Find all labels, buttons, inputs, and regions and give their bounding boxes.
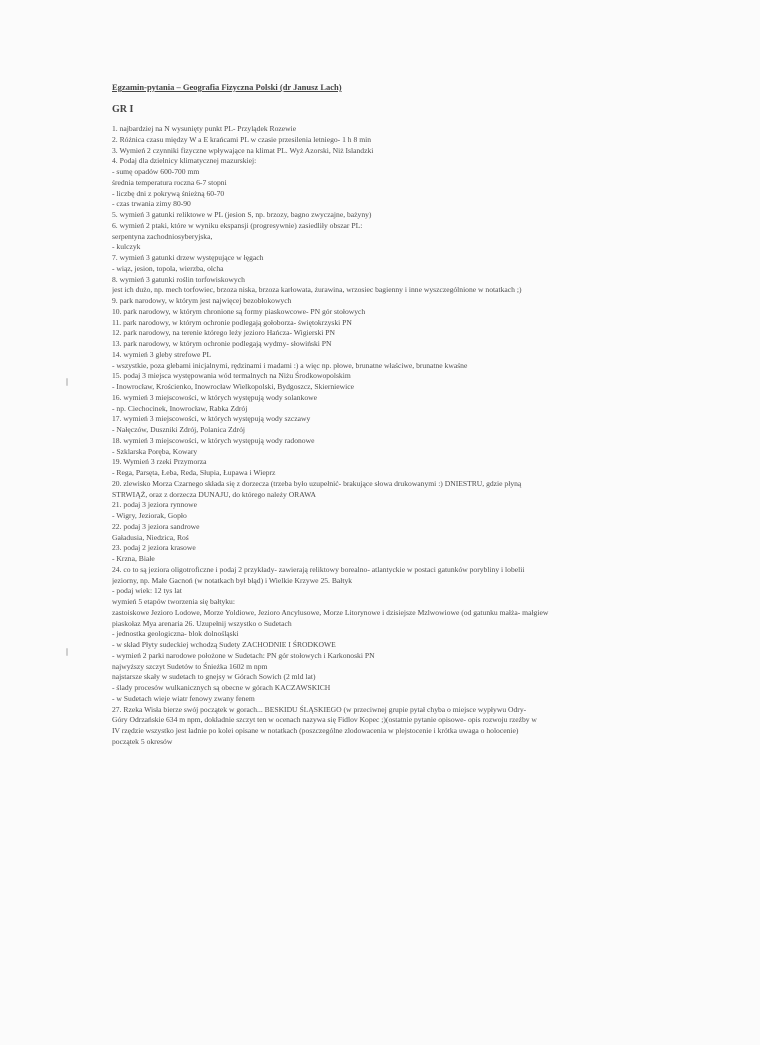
document-line: serpentyna zachodniosyberyjska, [112,231,213,241]
document-line: 22. podaj 3 jeziora sandrowe [112,521,200,531]
document-line: - ślady procesów wulkanicznych są obecne w górach KACZAWSKICH [112,683,331,692]
document-line: - w skład Płyty sudeckiej wchodzą Sudety ZACHODNIE I ŚRODKOWE [112,640,336,649]
document-line: 16. wymień 3 miejscowości, w których występują wody solankowe [112,392,317,402]
document-line: 13. park narodowy, w którym ochronie podlegają wydmy- słowiński PN [112,339,332,348]
document-line: STRWIĄŻ, oraz z dorzecza DUNAJU, do którego należy ORAWA [112,489,316,499]
document-line: 21. podaj 3 jeziora rynnowe [112,500,197,510]
document-line: 24. co to są jeziora oligotroficzne i podaj 2 przykłady- zawierają reliktowy borealno- atlantyckie w postaci gatunków porybliny i lobelii [112,564,525,574]
document-body [112,82,672,748]
document-line: Góry Odrzańskie 634 m npm, dokładnie szczyt ten w ocenach nazywa się Fidlov Kopec ;)(ostatnie pytanie opisowe- opis rozwoju rzeźby w [112,715,537,725]
document-line: - Wigry, Jeziorak, Gopło [112,511,187,520]
document-line: - podaj wiek: 12 tys lat [112,586,182,596]
document-line: 27. Rzeka Wisła bierze swój początek w gorach... BESKIDU ŚLĄSKIEGO (w przeciwnej grupie pytał chyba o miejsce wypływu Odry- [112,704,527,714]
document-line: 4. Podaj dla dzielnicy klimatycznej mazurskiej: [112,156,257,166]
document-line: - Nałęczów, Duszniki Zdrój, Polanica Zdrój [112,425,245,434]
group-heading: GR I [112,104,134,115]
document-line: - sumę opadów 600-700 mm [112,167,200,176]
document-line: początek 5 okresów [112,736,173,746]
document-line: 7. wymień 3 gatunki drzew występujące w łęgach [112,253,264,262]
document-line: jeziorny, np. Małe Gacnoń (w notatkach był błąd) i Wielkie Krzywe 25. Bałtyk [112,575,353,585]
scan-speck [66,378,68,386]
document-line: 11. park narodowy, w którym ochronie podlegają gołoborza- świętokrzyski PN [112,317,352,327]
document-line: 19. Wymień 3 rzeki Przymorza [112,457,207,467]
document-line: - np. Ciechocinek, Inowrocław, Rabka Zdrój [112,403,248,413]
document-line: 5. wymień 3 gatunki reliktowe w PL (jesion S, np. brzozy, bagno zwyczajne, bażyny) [112,210,372,219]
document-line: 10. park narodowy, w którym chronione są formy piaskowcowe- PN gór stołowych [112,306,366,316]
document-line: - kulczyk [112,242,141,252]
document-line: najwyższy szczyt Sudetów to Śnieżka 1602 m npm [112,661,268,671]
document-line: 9. park narodowy, w którym jest najwięcej bezobłokowych [112,296,292,305]
document-line: IV rzędzie wszystko jest ładnie po kolei opisane w notatkach (poszczególne zlodowacenia w plejstocenie i krótka uwaga o holocenie) [112,726,519,735]
document-line: - wymień 2 parki narodowe położone w Sudetach: PN gór stołowych i Karkonoski PN [112,650,375,660]
document-line: - wszystkie, poza glebami inicjalnymi, rędzinami i madami :) a więc np. płowe, brunatne właściwe, brunatne kwaśne [112,360,468,370]
document-line: 6. wymień 2 ptaki, które w wyniku ekspansji (progresywnie) zasiedliły obszar PL: [112,220,363,230]
document-line: średnia temperatura roczna 6-7 stopni [112,177,227,187]
document-title: Egzamin-pytania – Geografia Fizyczna Polski (dr Janusz Lach) [112,82,342,92]
document-line: 3. Wymień 2 czynniki fizyczne wpływające na klimat PL. Wyż Azorski, Niż Islandzki [112,145,374,155]
document-line: - wiąz, jesion, topola, wierzba, olcha [112,263,224,273]
document-line: 14. wymień 3 gleby strefowe PL [112,349,212,359]
document-line: 8. wymień 3 gatunki roślin torfowiskowych [112,274,245,284]
document-line: 12. park narodowy, na terenie którego leży jezioro Hańcza- Wigierski PN [112,328,335,338]
document-line: zastoiskowe Jezioro Lodowe, Morze Yoldiowe, Jezioro Ancylusowe, Morze Litorynowe i dzisiejsze Mzlwowiowe (od gatunku małża- małgiew [112,607,549,617]
document-line: 2. Różnica czasu między W a E krańcami PL w czasie przesilenia letniego- 1 h 8 min [112,134,372,144]
document-line: jest ich dużo, np. mech torfowiec, brzoza niska, brzoza karłowata, żurawina, wrzosiec bagienny i inne wyszczególnione w notatkach ;) [112,285,522,295]
document-line: - liczbę dni z pokrywą śnieżną 60-70 [112,188,225,198]
document-line: - Inowrocław, Krościenko, Inowrocław Wielkopolski, Bydgoszcz, Skierniewice [112,382,354,391]
document-line: wymień 5 etapów tworzenia się bałtyku: [112,597,235,606]
document-line: - Szklarska Poręba, Kowary [112,446,198,456]
document-line: 20. zlewisko Morza Czarnego składa się z dorzecza (trzeba było uzupełnić- brakujące słowa drukowanymi :) DNIESTRU, gdzie płyną [112,478,522,488]
document-line: 17. wymień 3 miejscowości, w których występują wody szczawy [112,414,311,424]
scan-speck [66,648,68,656]
document-line: piaskołaz Mya arenaria 26. Uzupełnij wszystko o Sudetach [112,618,292,628]
document-line: Gaładusia, Niedzica, Roś [112,532,189,542]
document-line: 23. podaj 2 jeziora krasowe [112,543,196,553]
document-line: - czas trwania zimy 80-90 [112,199,191,209]
document-line: - jednostka geologiczna- blok dolnośląski [112,629,239,639]
document-line: 18. wymień 3 miejscowości, w których występują wody radonowe [112,435,315,445]
document-line: 15. podaj 3 miejsca występowania wód termalnych na Niżu Środkowopolskim [112,371,351,381]
document-line: najstarsze skały w sudetach to gnejsy w Górach Sowich (2 mld lat) [112,672,316,682]
document-line: - w Sudetach wieje wiatr fenowy zwany fenem [112,693,255,703]
document-line: - Krzna, Białe [112,554,155,563]
document-line: - Rega, Parsęta, Łeba, Reda, Słupia, Łupawa i Wieprz [112,468,276,477]
document-line: 1. najbardziej na N wysunięty punkt PL- Przylądek Rozewie [112,124,297,133]
question-list [112,124,672,748]
